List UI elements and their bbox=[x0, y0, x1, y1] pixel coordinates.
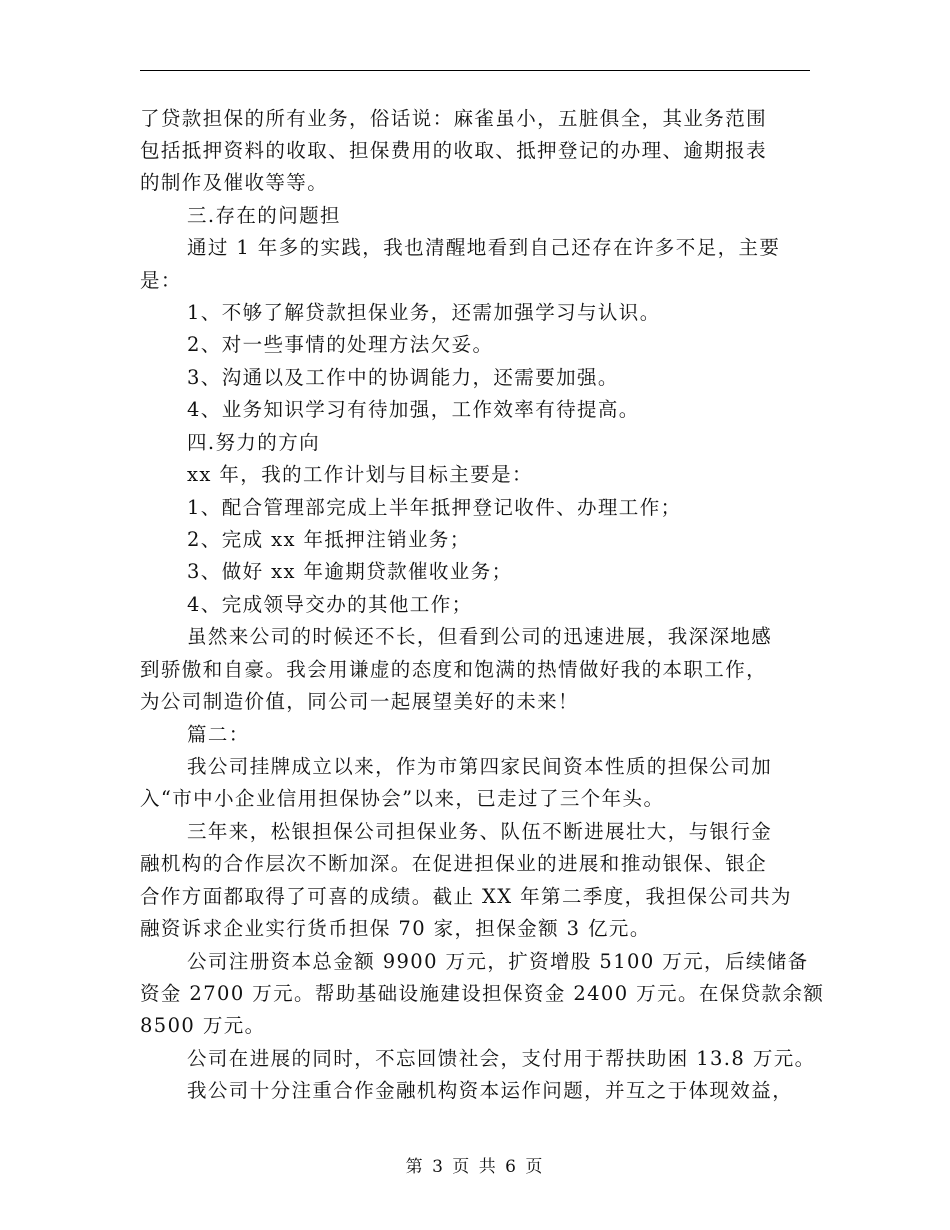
list-item: 3、沟通以及工作中的协调能力，还需要加强。 bbox=[187, 366, 619, 389]
text-line: 是： bbox=[140, 269, 182, 292]
list-item: 4、业务知识学习有待加强，工作效率有待提高。 bbox=[187, 398, 640, 421]
page-number: 第 3 页 共 6 页 bbox=[405, 1157, 545, 1177]
text-line: 合作方面都取得了可喜的成绩。截止 XX 年第二季度，我担保公司共为 bbox=[140, 885, 792, 908]
text-line: 为公司制造价值，同公司一起展望美好的未来！ bbox=[140, 690, 579, 713]
text-line: xx 年，我的工作计划与目标主要是： bbox=[187, 463, 533, 486]
text-line: 融资诉求企业实行货币担保 70 家，担保金额 3 亿元。 bbox=[140, 917, 651, 940]
text-line: 通过 1 年多的实践，我也清醒地看到自己还存在许多不足，主要 bbox=[187, 236, 781, 259]
section-heading: 篇二： bbox=[187, 723, 250, 746]
section-heading: 四.努力的方向 bbox=[187, 431, 320, 454]
text-line: 8500 万元。 bbox=[140, 1014, 266, 1037]
list-item: 4、完成领导交办的其他工作； bbox=[187, 593, 473, 616]
text-line: 入“市中小企业信用担保协会”以来，已走过了三个年头。 bbox=[140, 787, 665, 810]
text-line: 虽然来公司的时候还不长，但看到公司的迅速进展，我深深地感 bbox=[187, 625, 773, 648]
list-item: 1、不够了解贷款担保业务，还需加强学习与认识。 bbox=[187, 301, 661, 324]
text-line: 的制作及催收等等。 bbox=[140, 171, 329, 194]
text-line: 公司在进展的同时，不忘回馈社会，支付用于帮扶助困 13.8 万元。 bbox=[187, 1047, 816, 1070]
text-line: 我公司十分注重合作金融机构资本运作问题，并互之于体现效益， bbox=[187, 1079, 794, 1102]
text-line: 到骄傲和自豪。我会用谦虚的态度和饱满的热情做好我的本职工作， bbox=[140, 658, 768, 681]
section-heading: 三.存在的问题担 bbox=[187, 204, 341, 227]
list-item: 2、完成 xx 年抵押注销业务； bbox=[187, 528, 471, 551]
text-line: 包括抵押资料的收取、担保费用的收取、抵押登记的办理、逾期报表 bbox=[140, 139, 768, 162]
text-line: 了贷款担保的所有业务，俗话说：麻雀虽小，五脏俱全，其业务范围 bbox=[140, 107, 768, 130]
list-item: 2、对一些事情的处理方法欠妥。 bbox=[187, 333, 494, 356]
text-line: 公司注册资本总金额 9900 万元，扩资增股 5100 万元，后续储备 bbox=[187, 950, 809, 973]
text-line: 融机构的合作层次不断加深。在促进担保业的进展和推动银保、银企 bbox=[140, 852, 768, 875]
list-item: 3、做好 xx 年逾期贷款催收业务； bbox=[187, 560, 513, 583]
text-line: 资金 2700 万元。帮助基础设施建设担保资金 2400 万元。在保贷款余额 bbox=[140, 982, 825, 1005]
text-line: 我公司挂牌成立以来，作为市第四家民间资本性质的担保公司加 bbox=[187, 755, 773, 778]
text-line: 三年来，松银担保公司担保业务、队伍不断进展壮大，与银行金 bbox=[187, 820, 773, 843]
list-item: 1、配合管理部完成上半年抵押登记收件、办理工作； bbox=[187, 496, 682, 519]
header-rule bbox=[140, 70, 810, 71]
